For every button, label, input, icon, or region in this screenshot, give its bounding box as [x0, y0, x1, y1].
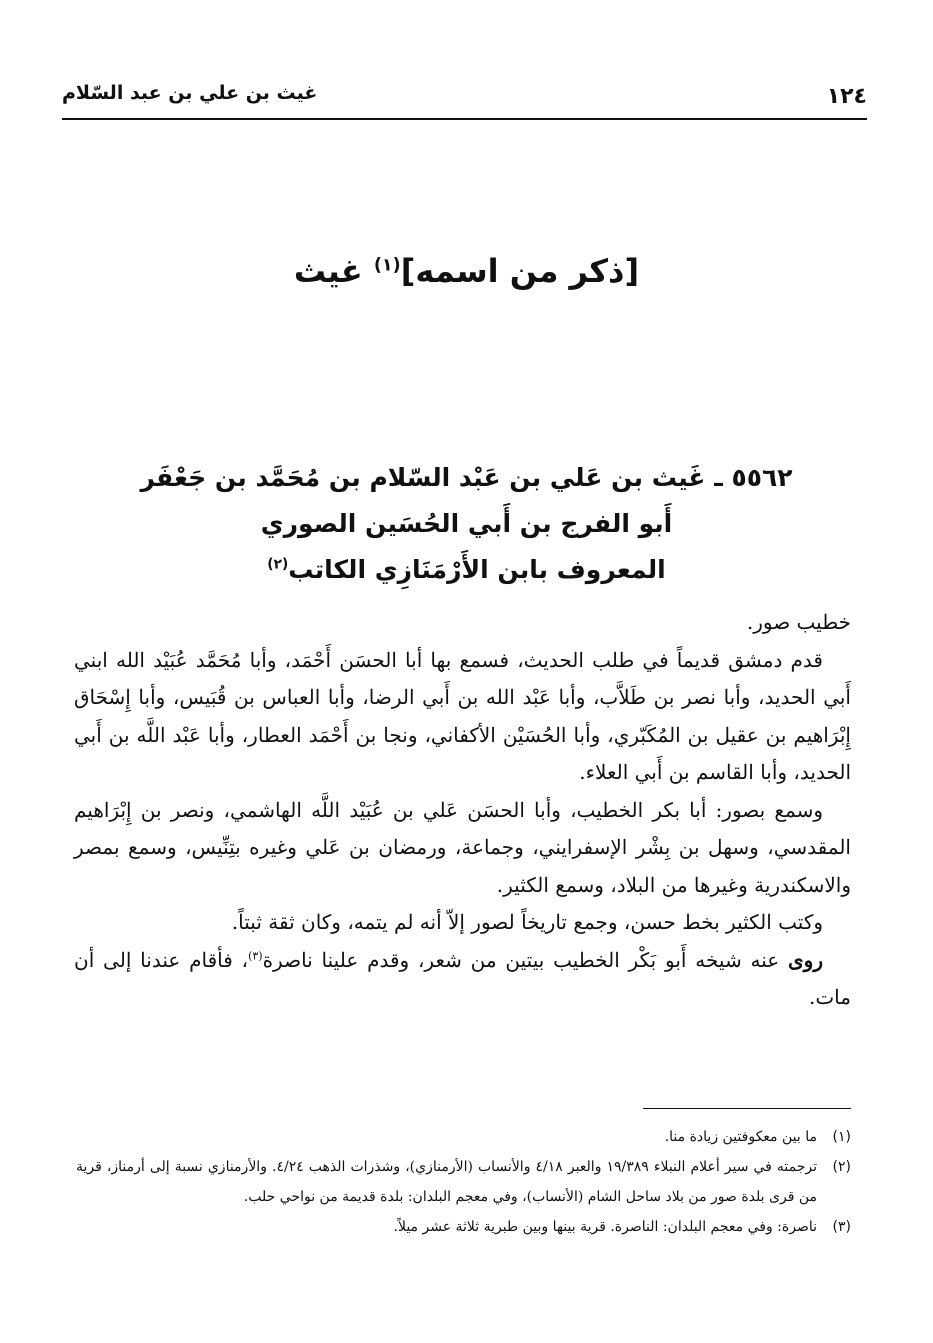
footnote-text: ترجمته في سير أعلام النبلاء ١٩/٣٨٩ والعبر ٤/١٨ والأنساب (الأرمنازي)، وشذرات الذهب ٤/٢٤. والأرمنازي نسبة إلى أرمناز، قرية من قرى بلدة صور من بلاد ساحل الشام (الأنساب)، وفي معجم البلدان: بلدة قديمة من نواحي حلب.: [76, 1159, 818, 1205]
body-text: [74, 604, 851, 1017]
footnote-number: (٣): [832, 1219, 851, 1235]
footnote-1: [76, 1122, 851, 1152]
footnote-ref-2: (٢): [267, 556, 289, 573]
paragraph-2: قدم دمشق قديماً في طلب الحديث، فسمع بها أبا الحسَن أَحْمَد، وأبا مُحَمَّد عُبَيْد الله ابني أَبي الحديد، وأبا نصر بن طَلاَّب، وأبا عَبْد الله بن أَبي الرضا، وأبا العباس بن قُبَيس، وأبا إِسْحَاق إِبْرَاهيم بن عقيل بن المُكَبّري، وأبا الحُسَيْن الأكفاني، ونجا بن أَحْمَد العطار، وأبا عَبْد اللَّه بن أَبي الحديد، وأبا القاسم بن أَبي العلاء.: [74, 647, 851, 784]
footnote-3: [76, 1212, 851, 1242]
footnote-text: ما بين معكوفتين زيادة منا.: [664, 1129, 817, 1145]
lead-word: روى: [788, 947, 823, 972]
paragraph-1: خطيب صور.: [746, 610, 851, 634]
footnote-number: (٢): [832, 1159, 851, 1175]
entry-heading-line-3: [80, 547, 853, 593]
paragraph-5-text-a: عنه شيخه أَبو بَكْر الخطيب بيتين من شعر، وقدم علينا ناصرة: [262, 947, 789, 972]
paragraph-5-text-b: ، فأقام عندنا إلى أن مات.: [74, 947, 851, 1009]
paragraph-3: وسمع بصور: أبا بكر الخطيب، وأبا الحسَن عَلي بن عُبَيْد اللَّه الهاشمي، ونصر بن إِبْرَاهيم المقدسي، وسهل بن بِشْر الإسفرايني، وجماعة، ورمضان بن عَلي وغيره بتِنِّيس، وسمع بمصر والاسكندرية وغيرها من البلاد، وسمع الكثير.: [74, 797, 851, 897]
paragraph-4: وكتب الكثير بخط حسن، وجمع تاريخاً لصور إلاّ أنه لم يتمه، وكان ثقة ثبتاً.: [231, 910, 823, 934]
paragraph-5: [74, 942, 851, 1017]
footnote-number: (١): [832, 1129, 851, 1145]
section-heading-text: [ذكر من اسمه]: [400, 252, 640, 290]
entry-heading-line-1: ٥٥٦٢ ـ غَيث بن عَلي بن عَبْد السّلام بن مُحَمَّد بن جَعْفَر: [140, 463, 793, 492]
page-number: ١٢٤: [826, 84, 867, 109]
running-header: [62, 78, 867, 120]
footnote-text: ناصرة: وفي معجم البلدان: الناصرة. قرية بينها وبين طبرية ثلاثة عشر ميلاً.: [393, 1219, 817, 1235]
entry-heading-line-2: أَبو الفرج بن أَبي الحُسَين الصوري: [260, 509, 673, 538]
footnote-ref-3: (٣): [248, 948, 263, 962]
section-heading: [0, 252, 933, 290]
footnotes: [76, 1122, 851, 1242]
entry-heading-line-3-text: المعروف بابن الأَرْمَنَازِي الكاتب: [288, 555, 666, 584]
running-title: غيث بن علي بن عبد السّلام: [62, 82, 318, 104]
footnote-ref-1: (١): [373, 255, 401, 276]
footnote-separator: [643, 1108, 851, 1109]
section-heading-name: غيث: [293, 252, 374, 290]
entry-heading: [80, 455, 853, 593]
footnote-2: [76, 1152, 851, 1212]
